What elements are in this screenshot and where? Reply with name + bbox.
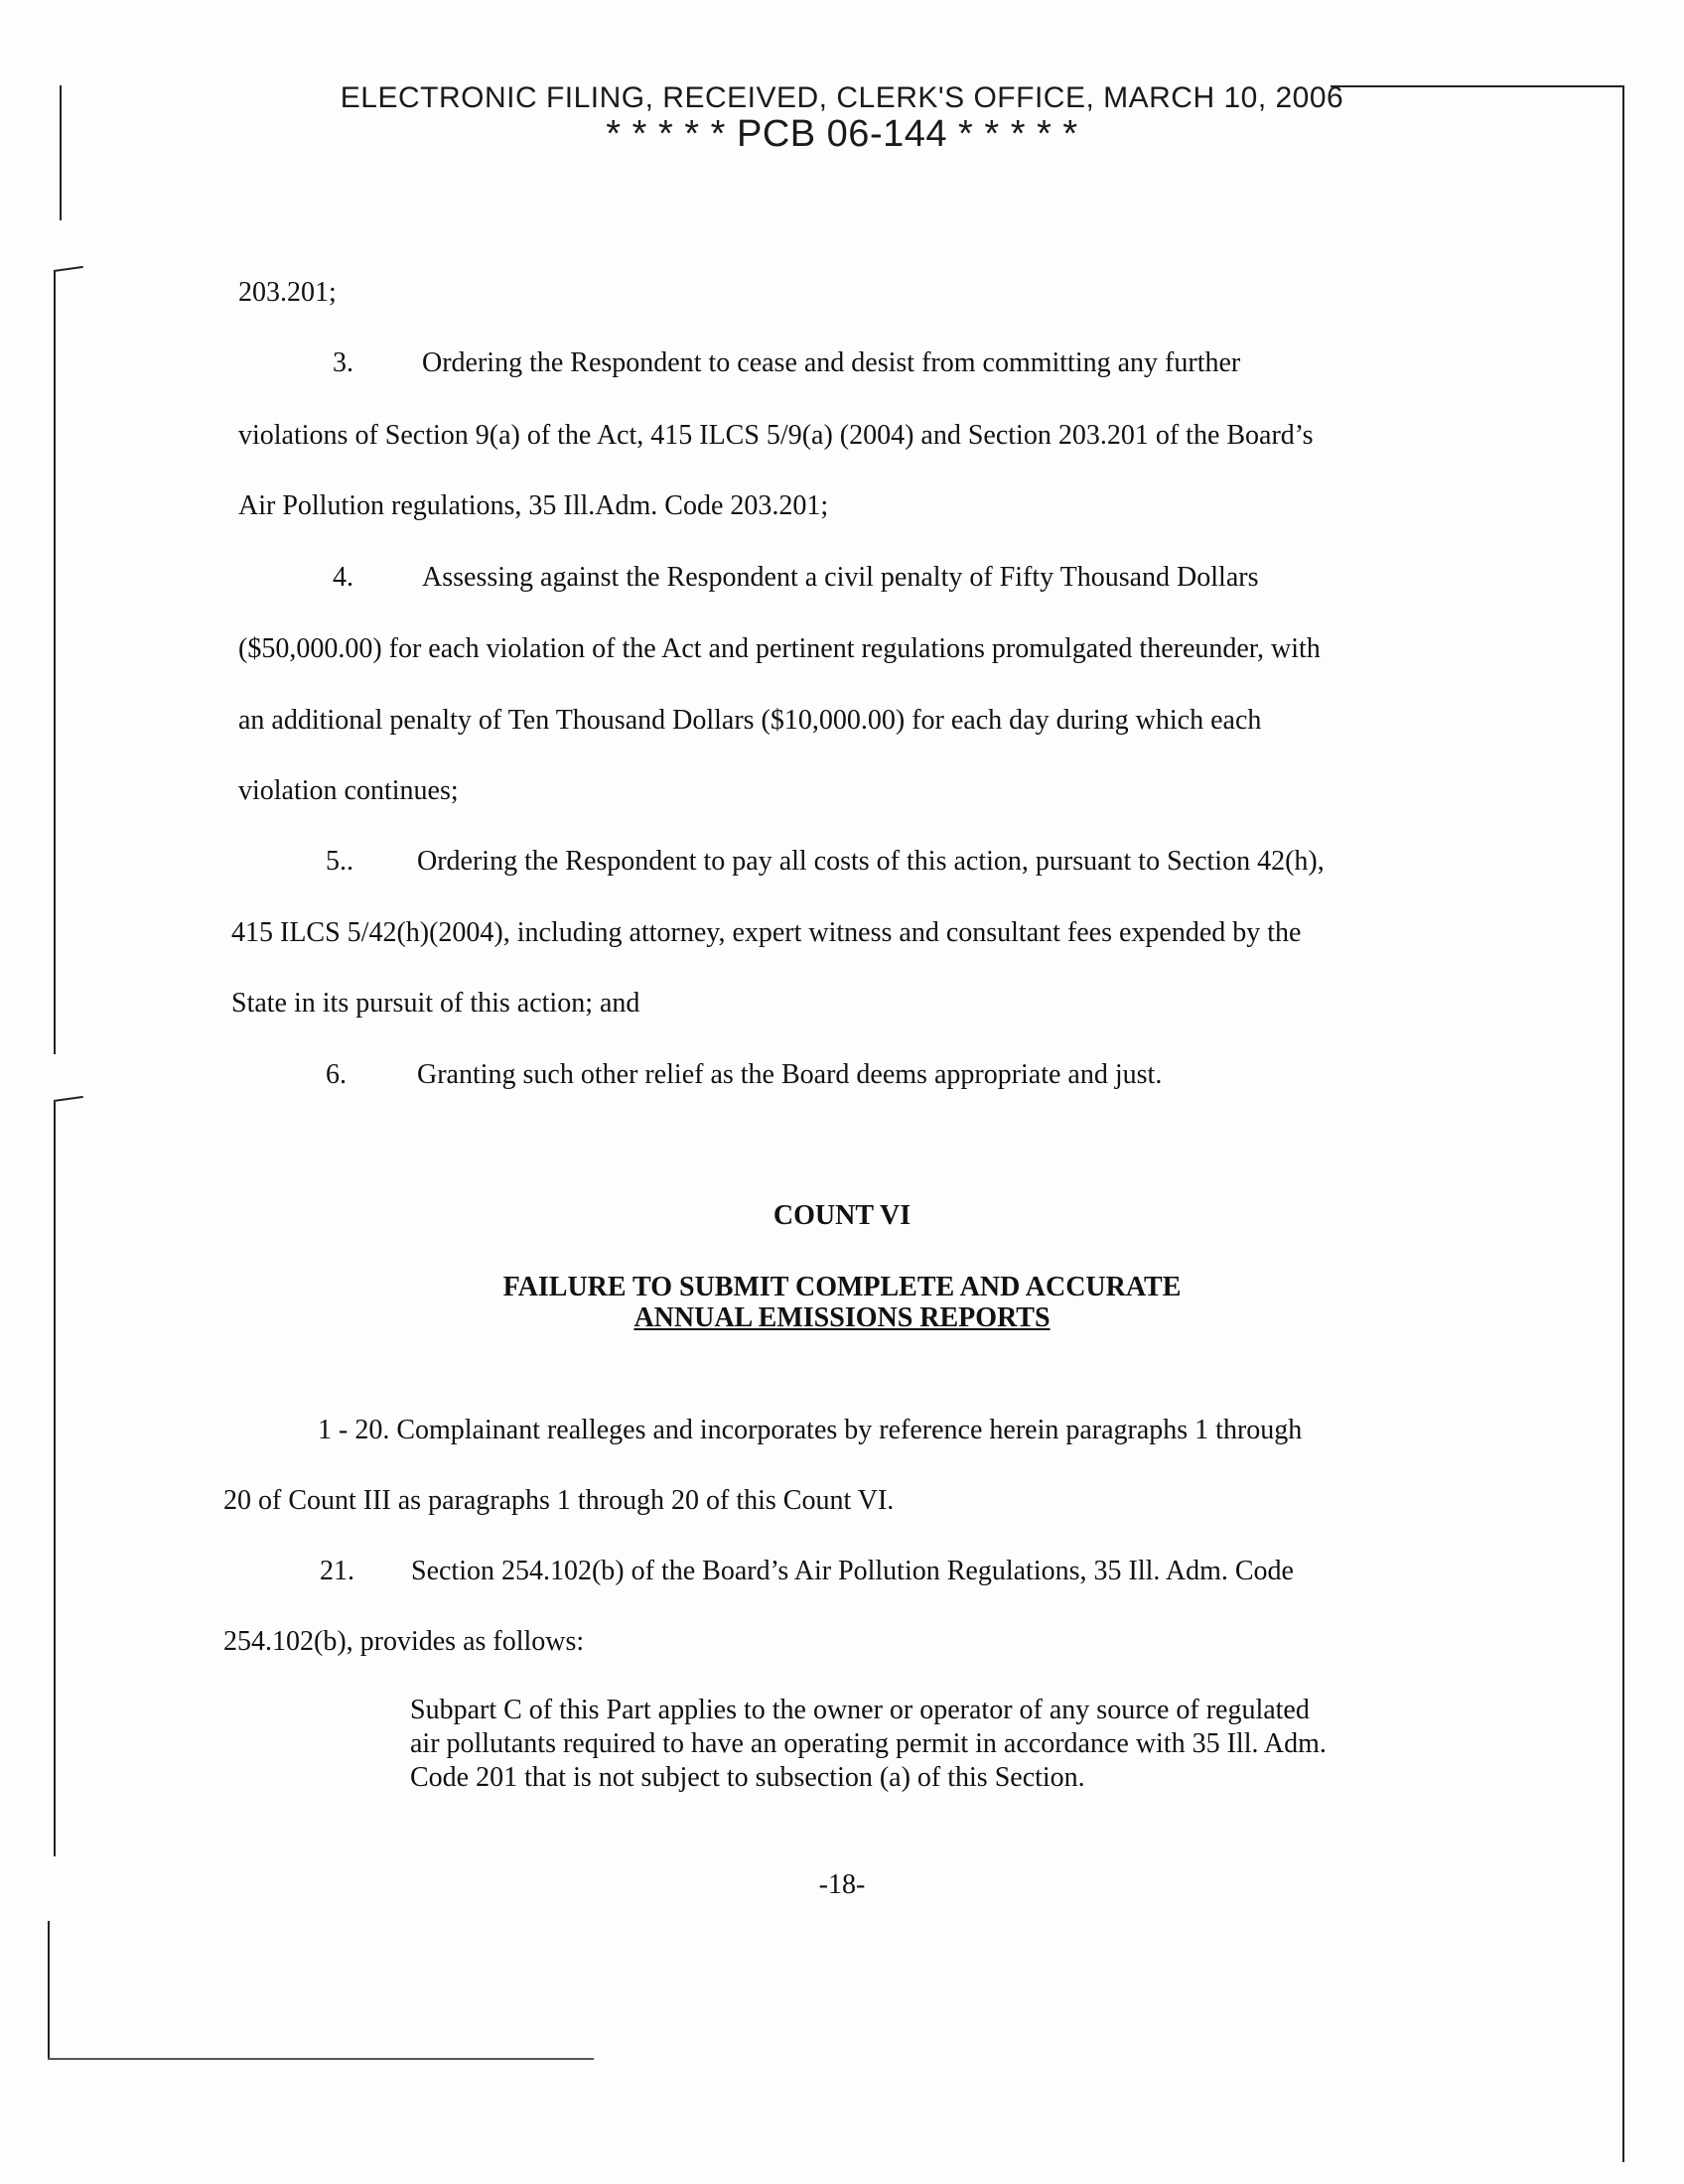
item-4-line-4: violation continues; bbox=[238, 775, 459, 806]
item-4-line-2: ($50,000.00) for each violation of the Act and pertinent regulations promulgated thereunder, with bbox=[238, 633, 1321, 664]
quote-line-2: air pollutants required to have an operating permit in accordance with 35 Ill. Adm. bbox=[410, 1728, 1327, 1759]
item-3-line-3: Air Pollution regulations, 35 Ill.Adm. Code 203.201; bbox=[238, 490, 829, 521]
item-4-number: 4. bbox=[333, 562, 353, 593]
item-3-number: 3. bbox=[333, 347, 353, 378]
page-number: -18- bbox=[818, 1869, 866, 1900]
quote-line-3: Code 201 that is not subject to subsection (a) of this Section. bbox=[410, 1762, 1085, 1793]
para-21-line-2: 254.102(b), provides as follows: bbox=[223, 1626, 585, 1657]
item-5-line-1: Ordering the Respondent to pay all costs of this action, pursuant to Section 42(h), bbox=[417, 846, 1325, 877]
item-6-line-1: Granting such other relief as the Board deems appropriate and just. bbox=[417, 1059, 1163, 1090]
case-number: * * * * * PCB 06-144 * * * * * bbox=[606, 113, 1078, 155]
count-subtitle-line-1: FAILURE TO SUBMIT COMPLETE AND ACCURATE bbox=[502, 1272, 1182, 1302]
item-4-line-1: Assessing against the Respondent a civil penalty of Fifty Thousand Dollars bbox=[422, 562, 1259, 593]
count-subtitle-line-2: ANNUAL EMISSIONS REPORTS bbox=[633, 1302, 1051, 1333]
para-21-line-1: Section 254.102(b) of the Board’s Air Pollution Regulations, 35 Ill. Adm. Code bbox=[411, 1556, 1294, 1586]
item-5-line-3: State in its pursuit of this action; and bbox=[231, 988, 640, 1019]
scan-tick-lower bbox=[54, 1096, 83, 1102]
item-6-number: 6. bbox=[326, 1059, 347, 1090]
para-1-20-line-1: 1 - 20. Complainant realleges and incorporates by reference herein paragraphs 1 through bbox=[318, 1415, 1303, 1445]
quote-line-1: Subpart C of this Part applies to the owner or operator of any source of regulated bbox=[410, 1695, 1310, 1725]
continuation-text: 203.201; bbox=[238, 277, 337, 308]
scan-border-left-mid bbox=[54, 270, 56, 1054]
item-4-line-3: an additional penalty of Ten Thousand Dollars ($10,000.00) for each day during which each bbox=[238, 705, 1262, 736]
item-5-line-2: 415 ILCS 5/42(h)(2004), including attorney, expert witness and consultant fees expended by the bbox=[231, 917, 1302, 948]
item-3-line-1: Ordering the Respondent to cease and desist from committing any further bbox=[422, 347, 1241, 378]
para-21-number: 21. bbox=[320, 1556, 354, 1586]
item-5-number: 5.. bbox=[326, 846, 353, 877]
scan-border-bottom bbox=[48, 2058, 594, 2060]
scan-border-left-bottom bbox=[48, 1921, 50, 2060]
count-title: COUNT VI bbox=[772, 1200, 912, 1231]
para-1-20-line-2: 20 of Count III as paragraphs 1 through 20 of this Count VI. bbox=[223, 1485, 895, 1516]
scan-tick-upper bbox=[54, 266, 83, 272]
scan-border-right bbox=[1622, 87, 1624, 2162]
item-3-line-2: violations of Section 9(a) of the Act, 415 ILCS 5/9(a) (2004) and Section 203.201 of the Board’s bbox=[238, 420, 1314, 451]
filing-stamp: ELECTRONIC FILING, RECEIVED, CLERK'S OFFICE, MARCH 10, 2006 bbox=[340, 81, 1344, 114]
